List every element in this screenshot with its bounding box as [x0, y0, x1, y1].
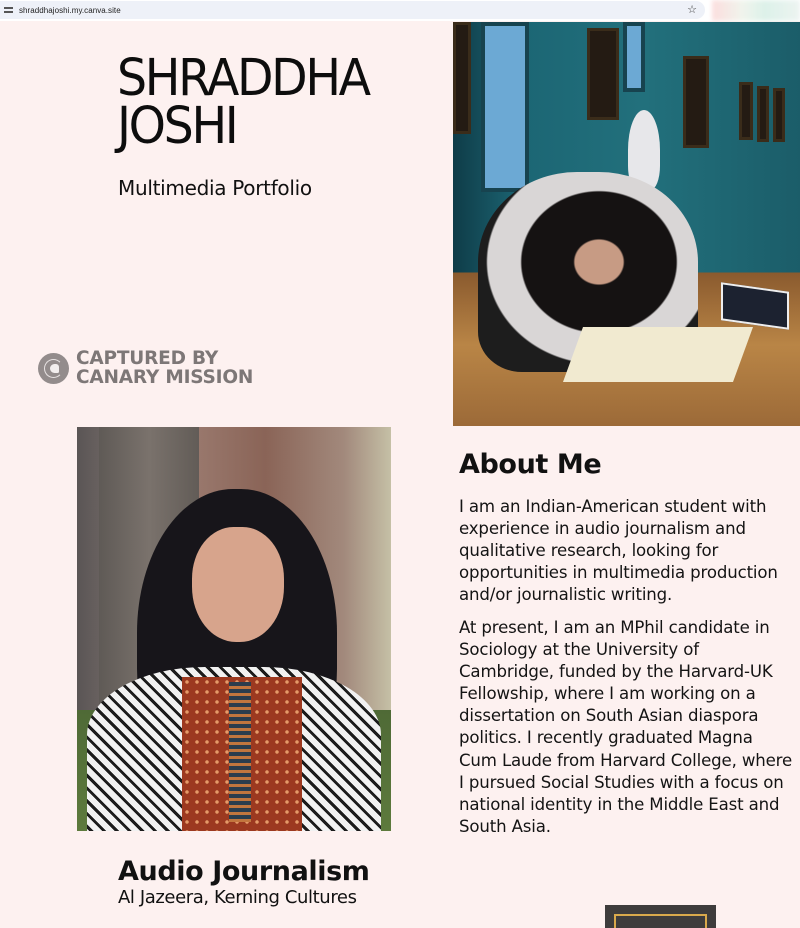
- name-line-1: SHRADDHA: [117, 49, 369, 108]
- portrait-photo: [77, 427, 391, 831]
- badge-line-1: CAPTURED BY: [76, 348, 219, 369]
- site-info-icon[interactable]: [4, 6, 14, 14]
- badge-text: [76, 349, 253, 387]
- badge-line-2: CANARY MISSION: [76, 367, 254, 388]
- about-paragraph-1: I am an Indian-American student with experience in audio journalism and qualitative research, looking for opportunities in multimedia production and/or journalistic writing.: [459, 497, 778, 605]
- address-bar[interactable]: [0, 1, 705, 19]
- about-paragraph-2: At present, I am an MPhil candidate in Sociology at the University of Cambridge, funded by the Harvard-UK Fellowship, where I am working on a dissertation on South Asian diaspora politics. I recently graduated Magna Cum Laude from Harvard College, where I pursued Social Studies with a focus on national identity in the Middle East and South Asia.: [459, 618, 793, 836]
- url-text[interactable]: shraddhajoshi.my.canva.site: [19, 5, 121, 15]
- about-heading: About Me: [459, 449, 602, 480]
- name-line-2: JOSHI: [117, 97, 237, 156]
- bookmark-star-icon[interactable]: ☆: [687, 4, 697, 16]
- blurred-extensions-area: [712, 0, 800, 21]
- library-photo: [453, 22, 800, 426]
- captured-by-badge: [38, 349, 253, 387]
- audio-journalism-outlets: Al Jazeera, Kerning Cultures: [118, 887, 357, 908]
- page-subtitle: Multimedia Portfolio: [118, 176, 312, 200]
- canary-bird-icon: [38, 353, 69, 384]
- audio-journalism-heading: Audio Journalism: [118, 856, 370, 887]
- browser-toolbar: [0, 0, 800, 21]
- framed-image-thumbnail: [605, 905, 716, 928]
- page-title: [117, 49, 369, 156]
